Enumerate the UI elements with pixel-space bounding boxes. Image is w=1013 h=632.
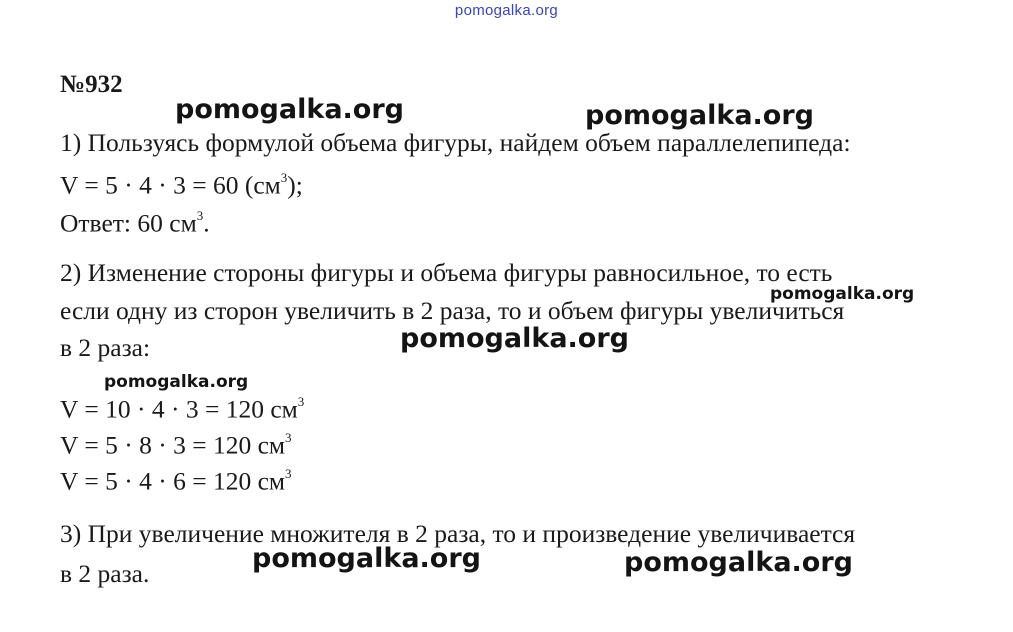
watermark: pomogalka.org — [624, 547, 853, 578]
part1-formula-main: V = 5 · 4 · 3 = 60 (см — [60, 170, 281, 200]
part2-formula-2 — [60, 423, 292, 463]
watermark: pomogalka.org — [400, 323, 629, 354]
part1-answer-main: Ответ: 60 см — [60, 208, 197, 238]
part1-answer-tail: . — [203, 208, 210, 238]
site-mark: pomogalka.org — [454, 2, 559, 19]
part1-answer — [60, 201, 210, 241]
part2-formula-1 — [60, 387, 304, 427]
watermark: pomogalka.org — [585, 100, 814, 131]
part2-line2: если одну из сторон увеличить в 2 раза, то и объем фигуры увеличиться — [60, 296, 845, 325]
part2-line1: 2) Изменение стороны фигуры и объема фигуры равносильное, то есть — [60, 258, 833, 287]
part3-line1: 3) При увеличение множителя в 2 раза, то и произведение увеличивается — [60, 519, 856, 548]
part1-text: 1) Пользуясь формулой объема фигуры, найдем объем параллелепипеда: — [60, 128, 851, 157]
part1-formula-tail: ); — [287, 170, 303, 200]
problem-number: №932 — [60, 71, 123, 98]
watermark: pomogalka.org — [252, 543, 481, 574]
part1-formula-exponent: 3 — [280, 170, 288, 185]
part2-formula-3 — [60, 459, 292, 499]
part2-formula-3-main: V = 5 · 4 · 6 = 120 см — [60, 466, 286, 496]
part1-formula — [60, 163, 303, 203]
part2-formula-2-exponent: 3 — [285, 430, 292, 445]
part2-formula-2-main: V = 5 · 8 · 3 = 120 см — [60, 430, 286, 460]
part2-formula-1-exponent: 3 — [297, 394, 305, 409]
watermark: pomogalka.org — [770, 284, 915, 304]
part2-formula-1-main: V = 10 · 4 · 3 = 120 см — [60, 394, 298, 424]
watermark: pomogalka.org — [104, 372, 249, 392]
part1-answer-exponent: 3 — [196, 208, 204, 223]
part2-line3: в 2 раза: — [60, 333, 151, 362]
part3-line2: в 2 раза. — [60, 559, 150, 588]
watermark: pomogalka.org — [175, 94, 404, 125]
part2-formula-3-exponent: 3 — [285, 466, 292, 481]
